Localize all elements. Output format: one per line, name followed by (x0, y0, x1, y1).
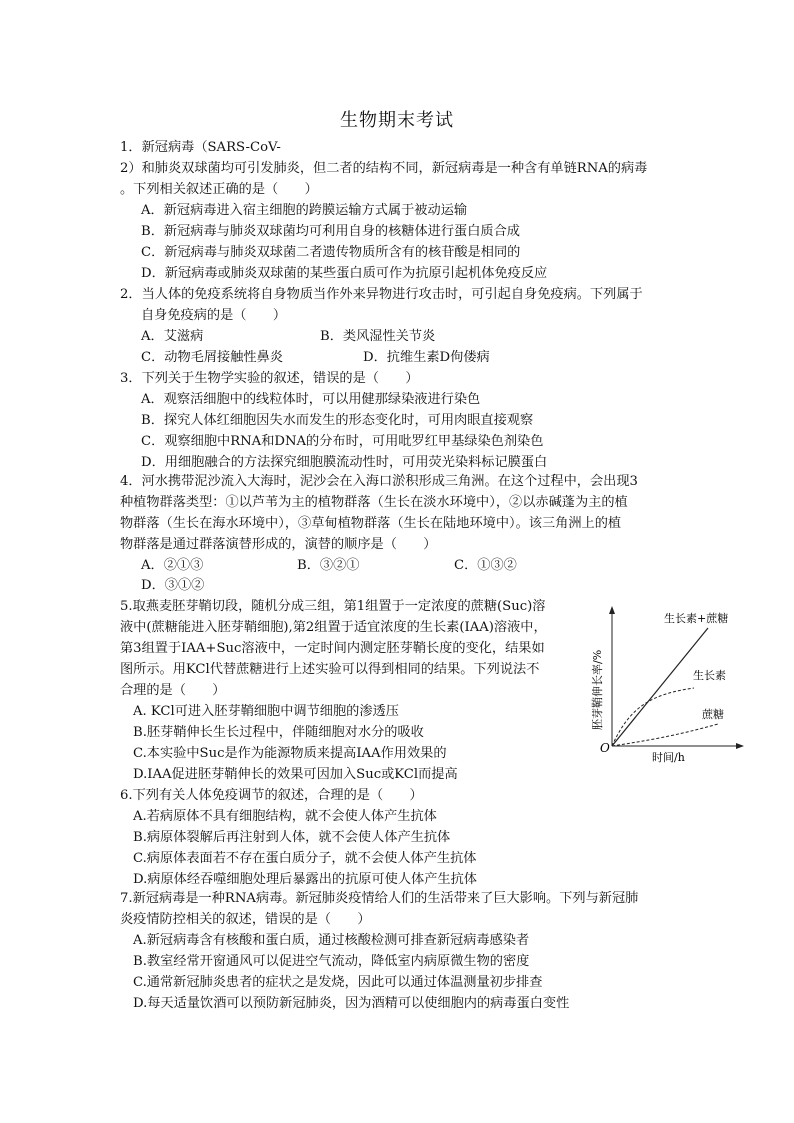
x-axis-arrow (736, 743, 744, 749)
q2-line2: 自身免疫病的是（ ） (141, 308, 287, 323)
series-iaa-suc-line (612, 628, 708, 746)
q4-line3: 物群落（生长在海水环境中），③草甸植物群落（生长在陆地环境中）。该三角洲上的植 (120, 516, 622, 531)
q4-option-d: D．③①② (141, 578, 205, 593)
q3-option-d: D．用细胞融合的方法探究细胞膜流动性时，可用荧光染料标记膜蛋白 (141, 455, 548, 470)
q1-option-a: A．新冠病毒进入宿主细胞的跨膜运输方式属于被动运输 (141, 203, 468, 218)
q4-option-a: A．②①③ (141, 558, 204, 573)
origin-label: O (600, 741, 610, 755)
q2-option-a: A．艾滋病 (141, 329, 204, 344)
q7-option-c: C.通常新冠肺炎患者的症状之是发烧，因此可以通过体温测量初步排查 (133, 975, 543, 990)
q5-line5: 合理的是（ ） (120, 683, 226, 698)
q1-line1: 1．新冠病毒（SARS-CoV- (120, 140, 281, 155)
growth-chart (590, 598, 750, 768)
q1-option-c: C．新冠病毒与肺炎双球菌二者遗传物质所含有的核苷酸是相同的 (141, 245, 521, 260)
q7-line2: 炎疫情防控相关的叙述，错误的是（ ） (120, 912, 371, 927)
q6-option-c: C.病原体表面若不存在蛋白质分子，就不会使人体产生抗体 (133, 851, 477, 866)
series-iaa-line (612, 688, 694, 746)
q1-option-d: D．新冠病毒或肺炎双球菌的某些蛋白质可作为抗原引起机体免疫反应 (141, 266, 548, 281)
q4-line4: 物群落是通过群落演替形成的，演替的顺序是（ ） (120, 537, 437, 552)
q2-option-b: B．类风湿性关节炎 (320, 329, 436, 344)
q6-option-d: D.病原体经吞噬细胞处理后暴露出的抗原可使人体产生抗体 (133, 872, 477, 887)
q5-option-a: A. KCl可进入胚芽鞘细胞中调节细胞的渗透压 (133, 704, 399, 719)
q2-line1: 2．当人体的免疫系统将自身物质当作外来异物进行攻击时，可引起自身免疫病。下列属于 (120, 287, 643, 302)
q5-line4: 图所示。用KCl代替蔗糖进行上述实验可以得到相同的结果。下列说法不 (120, 662, 540, 677)
q6-option-a: A.若病原体不具有细胞结构，就不会使人体产生抗体 (133, 809, 437, 824)
y-axis-label: 胚芽鞘伸长率/% (591, 649, 604, 730)
q1-line3: 。下列相关叙述正确的是（ ） (120, 182, 318, 197)
q1-line2: 2）和肺炎双球菌均可引发肺炎，但二者的结构不同，新冠病毒是一种含有单链RNA的病毒 (120, 161, 648, 176)
q7-option-d: D.每天适量饮酒可以预防新冠肺炎，因为酒精可以使细胞内的病毒蛋白变性 (133, 996, 570, 1011)
q6-line1: 6.下列有关人体免疫调节的叙述，合理的是（ ） (120, 788, 423, 803)
q1-option-b: B．新冠病毒与肺炎双球菌均可利用自身的核糖体进行蛋白质合成 (141, 224, 520, 239)
q5-line2: 液中(蔗糖能进入胚芽鞘细胞),第2组置于适宜浓度的生长素(IAA)溶液中， (120, 620, 547, 635)
q4-line2: 种植物群落类型：①以芦苇为主的植物群落（生长在淡水环境中），②以赤碱蓬为主的植 (120, 495, 628, 510)
q2-option-c: C．动物毛屑接触性鼻炎 (141, 350, 283, 365)
q5-option-d: D.IAA促进胚芽鞘伸长的效果可因加入Suc或KCl而提高 (133, 767, 458, 782)
y-axis-arrow (609, 606, 615, 614)
q5-option-c: C.本实验中Suc是作为能源物质来提高IAA作用效果的 (133, 746, 447, 761)
q7-option-b: B.教室经常开窗通风可以促进空气流动，降低室内病原微生物的密度 (133, 954, 530, 969)
page-title: 生物期末考试 (340, 110, 454, 131)
q5-line1: 5.取燕麦胚芽鞘切段，随机分成三组，第1组置于一定浓度的蔗糖(Suc)溶 (120, 599, 546, 614)
q7-option-a: A.新冠病毒含有核酸和蛋白质，通过核酸检测可排查新冠病毒感染者 (133, 933, 530, 948)
q4-option-c: C．①③② (454, 558, 517, 573)
series-label-suc: 蔗糖 (702, 708, 724, 721)
q3-option-c: C．观察细胞中RNA和DNA的分布时，可用吡罗红甲基绿染色剂染色 (141, 434, 544, 449)
q6-option-b: B.病原体裂解后再注射到人体，就不会使人体产生抗体 (133, 830, 451, 845)
x-axis-label: 时间/h (652, 751, 685, 764)
q3-line1: 3．下列关于生物学实验的叙述，错误的是（ ） (120, 371, 419, 386)
q3-option-b: B．探究人体红细胞因失水而发生的形态变化时，可用肉眼直接观察 (141, 413, 534, 428)
series-label-iaa: 生长素 (693, 669, 726, 682)
q4-line1: 4．河水携带泥沙流入大海时，泥沙会在入海口淤积形成三角洲。在这个过程中，会出现3 (120, 474, 638, 489)
q5-line3: 第3组置于IAA+Suc溶液中，一定时间内测定胚芽鞘长度的变化，结果如 (120, 641, 545, 656)
q7-line1: 7.新冠病毒是一种RNA病毒。新冠肺炎疫情给人们的生活带来了巨大影响。下列与新冠肺 (120, 891, 639, 906)
q3-option-a: A．观察活细胞中的线粒体时，可以用健那绿染液进行染色 (141, 392, 481, 407)
q4-option-b: B．③②① (297, 558, 360, 573)
q5-option-b: B.胚芽鞘伸长生长过程中，伴随细胞对水分的吸收 (133, 725, 424, 740)
q2-option-d: D．抗维生素D佝偻病 (363, 350, 490, 365)
series-label-iaa-suc: 生长素+蔗糖 (664, 612, 729, 625)
